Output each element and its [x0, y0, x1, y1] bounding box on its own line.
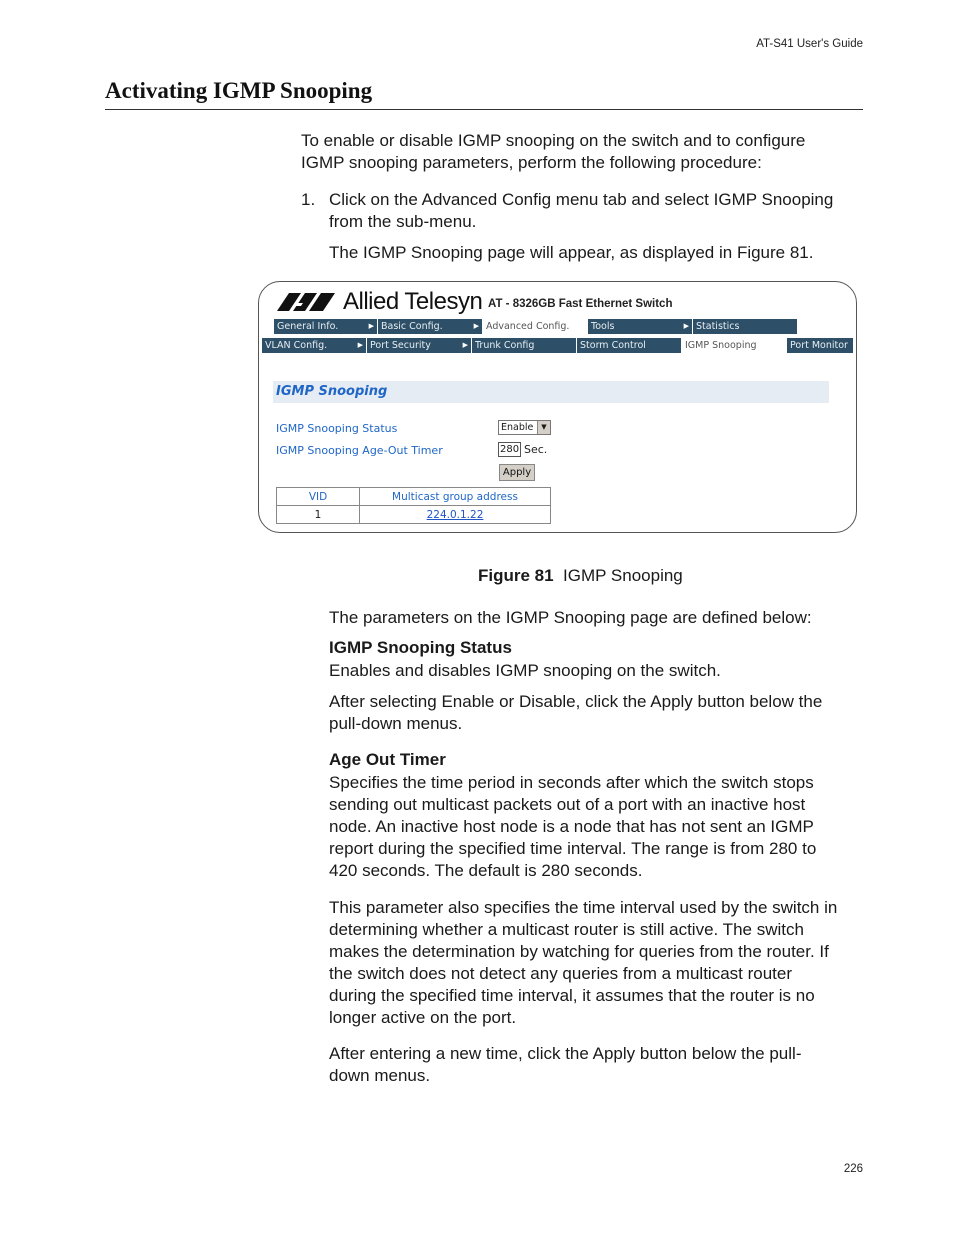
submenu-storm-control[interactable]: Storm Control — [577, 338, 681, 353]
menu-statistics[interactable]: Statistics — [693, 319, 797, 334]
timer-unit: Sec. — [524, 443, 548, 456]
vid-header: VID — [277, 488, 360, 506]
status-label: IGMP Snooping Status — [276, 422, 398, 435]
apply-button[interactable]: Apply — [499, 464, 535, 481]
param-note-age: After entering a new time, click the Apply button below the pull-down menus. — [329, 1044, 802, 1085]
menu-advanced-config[interactable]: Advanced Config. ▶ — [483, 319, 587, 334]
submenu-port-security[interactable]: Port Security ▶ — [367, 338, 471, 353]
page-number: 226 — [843, 1163, 863, 1175]
figure-caption-text: IGMP Snooping — [563, 566, 683, 585]
step-followup: The IGMP Snooping page will appear, as displayed in Figure 81. — [329, 243, 814, 262]
step-text: Click on the Advanced Config menu tab and select IGMP Snooping from the sub-menu. — [329, 190, 834, 231]
submenu-port-monitor[interactable]: Port Monitor — [787, 338, 853, 353]
submenu-vlan-config[interactable]: VLAN Config. ▶ — [262, 338, 366, 353]
product-name: AT - 8326GB Fast Ethernet Switch — [488, 298, 673, 310]
table-row — [277, 506, 551, 524]
vid-cell: 1 — [277, 506, 360, 524]
multicast-cell — [360, 506, 551, 524]
table-header-row — [277, 488, 551, 506]
param-desc-status: Enables and disables IGMP snooping on the switch. — [329, 661, 721, 680]
param-extra-age: This parameter also specifies the time interval used by the switch in determining whether a multicast router is still active. The switch makes the determination by watching for queries from the router. If the switch does not detect any queries from a multicast router during the specified time interval, it assumes that the router is no longer active on the port. — [329, 898, 838, 1027]
multicast-table — [276, 487, 551, 524]
brand-logo — [275, 289, 482, 315]
param-note-status: After selecting Enable or Disable, click the Apply button below the pull-down menus. — [329, 692, 823, 733]
menu-basic-config[interactable]: Basic Config. ▶ — [378, 319, 482, 334]
defs-intro: The parameters on the IGMP Snooping page are defined below: — [329, 608, 812, 627]
allied-telesyn-logo-icon — [275, 291, 337, 313]
figure-label: Figure 81 — [478, 566, 554, 585]
timer-input[interactable]: 280 — [500, 444, 520, 455]
main-menu — [274, 319, 797, 334]
param-heading-age: Age Out Timer — [329, 750, 446, 769]
sub-menu — [262, 338, 853, 353]
status-select[interactable] — [498, 420, 551, 435]
brand-name: Allied Telesyn — [343, 288, 483, 315]
running-header: AT-S41 User's Guide — [756, 38, 863, 50]
multicast-header: Multicast group address — [360, 488, 551, 506]
param-heading-status: IGMP Snooping Status — [329, 638, 512, 657]
step-number: 1. — [301, 190, 316, 209]
igmp-section-title: IGMP Snooping — [276, 384, 388, 399]
intro-paragraph: To enable or disable IGMP snooping on the switch and to configure IGMP snooping parameters, perform the following procedure: — [301, 131, 806, 172]
figure-caption — [478, 566, 683, 586]
submenu-igmp-snooping[interactable]: IGMP Snooping — [682, 338, 786, 353]
title-rule — [105, 109, 863, 110]
menu-general-info[interactable]: General Info. ▶ — [274, 319, 377, 334]
timer-label: IGMP Snooping Age-Out Timer — [276, 444, 443, 457]
status-select-value: Enable — [501, 422, 534, 433]
igmp-snooping-screenshot — [258, 281, 857, 533]
section-title: Activating IGMP Snooping — [105, 78, 373, 103]
chevron-down-icon[interactable]: ▼ — [537, 421, 550, 434]
submenu-trunk-config[interactable]: Trunk Config — [472, 338, 576, 353]
param-desc-age: Specifies the time period in seconds after which the switch stops sending out multicast packets out of a port with an inactive host node. An inactive host node is a node that has not sent an IGMP report during the specified time interval. The range is from 280 to 420 seconds. The default is 280 seconds. — [329, 773, 817, 880]
menu-tools[interactable]: Tools ▶ — [588, 319, 692, 334]
multicast-address-link[interactable]: 224.0.1.22 — [426, 508, 484, 521]
